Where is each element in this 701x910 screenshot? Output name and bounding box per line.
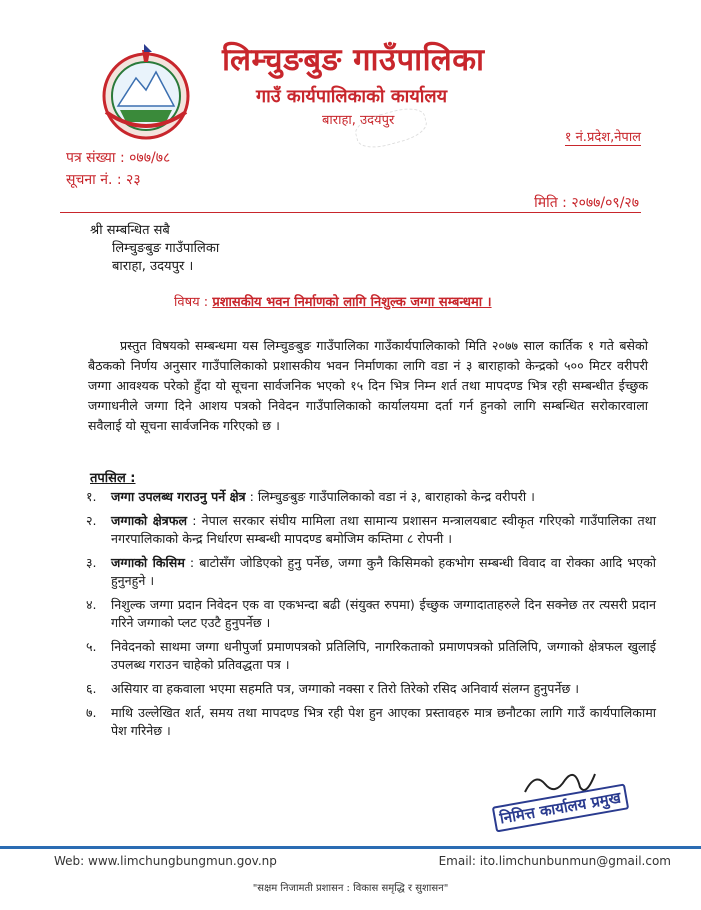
- list-item: ५. निवेदनको साथमा जग्गा धनीपुर्जा प्रमाणपत्रको प्रतिलिपि, नागरिकताको प्रमाणपत्रको प्रतिलिपि, जग्गाको क्षेत्रफल खुलाई उपलब्ध गराउन चाहेको प्रतिवद्धता पत्र ।: [86, 639, 656, 672]
- list-item: ७. माथि उल्लेखित शर्त, समय तथा मापदण्ड भित्र रही पेश हुन आएका प्रस्तावहरु मात्र छनौटका लागि गाउँ कार्यपालिकामा पेश गरिनेछ ।: [86, 705, 656, 738]
- letter-date: मिति : २०७७/०९/२७: [534, 195, 639, 211]
- body-paragraph: प्रस्तुत विषयको सम्बन्धमा यस लिम्चुङबुङ गाउँपालिका गाउँकार्यपालिकाको मिति २०७७ साल कार्तिक १ गते बसेको बैठकको निर्णय अनुसार गाउँपालिकाको प्रशासकीय भवन निर्माणका लागि वडा नं ३ बाराहाको केन्द्रको ५०० मिटर वरीपरी जग्गा आवश्यक परेको हुँदा यो सूचना सार्वजनिक भएको १५ दिन भित्र निम्न शर्त तथा मापदण्ड भित्र रही सम्बन्धीत ईच्छुक जग्गाधनीले जग्गा दिने आशय पत्रको निवेदन गाउँपालिकाको कार्यालयमा दर्ता गर्न हुनको लागि सम्बन्धित सरोकारवाला सवैलाई यो सूचना सार्वजनिक गरिएको छ ।: [88, 338, 648, 433]
- list-item: २. जग्गाको क्षेत्रफल : नेपाल सरकार संघीय मामिला तथा सामान्य प्रशासन मन्त्रालयबाट स्वीकृत गरिएको गाउँपालिका तथा नगरपालिकाको केन्द्र निर्धारण सम्बन्धी मापदण्ड बमोजिम कम्तिमा ८ रोपनी ।: [86, 513, 656, 546]
- subject-text: प्रशासकीय भवन निर्माणको लागि निशुल्क जग्गा सम्बन्धमा ।: [212, 295, 492, 310]
- addressee-line: बाराहा, उदयपुर ।: [112, 259, 194, 274]
- letter-number: पत्र संख्या : ०७७/७८: [66, 150, 171, 166]
- footer-motto: "सक्षम निजामती प्रशासन : विकास समृद्धि र सुशासन": [252, 883, 449, 894]
- list-item: ३. जग्गाको किसिम : बाटोसँग जोडिएको हुनु पर्नेछ, जग्गा कुनै किसिमको हकभोग सम्बन्धी विवाद वा रोक्का आदि भएको हुनुनहुने ।: [86, 555, 656, 588]
- office-name: गाउँ कार्यपालिकाको कार्यालय: [256, 86, 448, 107]
- addressee-line: लिम्चुङबुङ गाउँपालिका: [112, 241, 220, 256]
- footer-website: Web: www.limchungbungmun.gov.np: [54, 854, 277, 868]
- list-item: ४. निशुल्क जग्गा प्रदान निवेदन एक वा एकभन्दा बढी (संयुक्त रुपमा) ईच्छुक जग्गादाताहरुले दिन सक्नेछ तर त्यसरी प्रदान गरिने जग्गाको प्लट एउटै हुनुपर्नेछ ।: [86, 597, 656, 630]
- conditions-list: [86, 488, 656, 746]
- addressee-line: श्री सम्बन्धित सबै: [90, 223, 170, 238]
- header-divider: [60, 212, 641, 213]
- notice-number: सूचना नं. : २३: [66, 172, 141, 188]
- nepal-emblem-icon: [96, 42, 196, 142]
- subject-label: विषय :: [174, 295, 209, 310]
- footer-email: Email: ito.limchunbunmun@gmail.com: [438, 854, 671, 868]
- list-item: ६. असियार वा हकवाला भएमा सहमति पत्र, जग्गाको नक्सा र तिरो तिरेको रसिद अनिवार्य संलग्न हुनुपर्नेछ ।: [86, 681, 580, 696]
- subject-line: [174, 292, 492, 310]
- details-heading: तपसिल :: [90, 471, 136, 486]
- municipality-name: लिम्चुङबुङ गाउँपालिका: [222, 42, 485, 78]
- signature-stamp: निमित्त कार्यालय प्रमुख: [492, 784, 629, 833]
- province-label: १ नं.प्रदेश,नेपाल: [565, 127, 641, 146]
- list-item: १. जग्गा उपलब्ध गराउनु पर्ने क्षेत्र : लिम्चुङबुङ गाउँपालिकाको वडा नं ३, बाराहाको केन्द्र वरीपरी ।: [86, 489, 535, 504]
- footer-divider: [0, 846, 701, 849]
- office-location: बाराहा, उदयपुर: [322, 113, 395, 128]
